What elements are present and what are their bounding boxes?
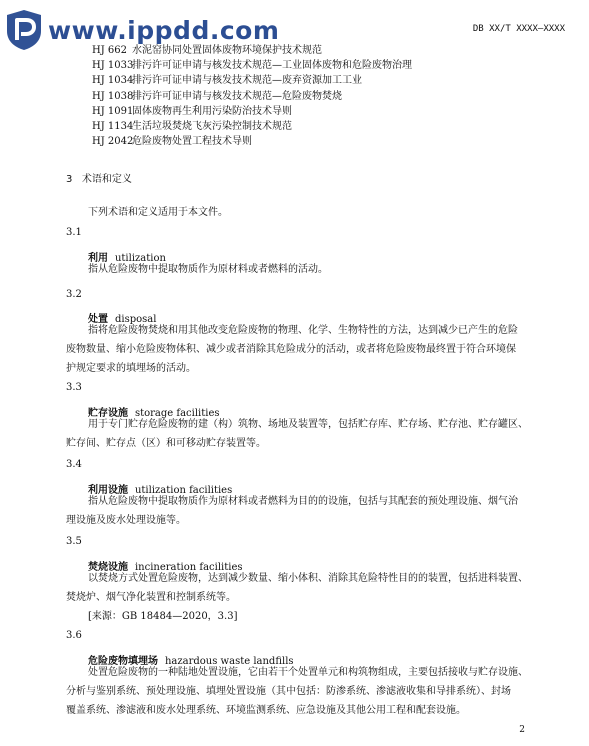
term-definition (66, 663, 528, 720)
definition-line: 焚烧炉、烟气净化装置和控制系统等。 (66, 592, 236, 603)
definition-line: 处置危险废物的一种陆地处置设施，它由若干个处置单元和构筑物组成，主要包括接收与贮存设施、 (88, 667, 528, 678)
reference-item (92, 43, 412, 58)
definition-line: 理设施及废水处理设施等。 (66, 515, 186, 526)
term-zh: 焚烧设施 (88, 562, 128, 573)
section-number: 3 (66, 174, 73, 185)
reference-code: HJ 1038 (92, 90, 134, 102)
definition-line: 以焚烧方式处置危险废物，达到减少数量、缩小体积、消除其危险特性目的的装置，包括进料装置、 (88, 573, 528, 584)
reference-title: 危险废物处置工程技术导则 (132, 136, 252, 148)
term-zh: 利用 (88, 253, 108, 264)
term-number: 3.4 (66, 459, 82, 470)
reference-item (92, 119, 412, 134)
watermark-text: www.ippdd.com (48, 15, 280, 45)
ippdd-logo-icon (4, 9, 44, 51)
reference-item (92, 104, 412, 119)
definition-line: 护规定要求的填埋场的活动。 (66, 363, 196, 374)
reference-title: 排污许可证申请与核发技术规范—废弃资源加工工业 (132, 75, 362, 87)
term-number: 3.5 (66, 536, 82, 547)
source-note: [来源：GB 18484—2020，3.3] (88, 611, 238, 622)
reference-title: 生活垃圾焚烧飞灰污染控制技术规范 (132, 121, 292, 133)
reference-item (92, 58, 412, 73)
reference-title: 排污许可证申请与核发技术规范—危险废物焚烧 (132, 90, 342, 102)
reference-code: HJ 1033 (92, 60, 134, 72)
term-definition (66, 321, 518, 378)
reference-title: 排污许可证申请与核发技术规范—工业固体废物和危险废物治理 (132, 60, 412, 72)
definition-line: 指从危险废物中提取物质作为原材料或者燃料的活动。 (88, 264, 328, 275)
term-zh: 危险废物填埋场 (88, 656, 158, 667)
term-number: 3.6 (66, 630, 82, 641)
term-en: utilization (114, 253, 166, 264)
term-zh: 利用设施 (88, 485, 128, 496)
section-intro: 下列术语和定义适用于本文件。 (88, 207, 228, 218)
definition-line: 用于专门贮存危险废物的建（构）筑物、场地及装置等，包括贮存库、贮存场、贮存池、贮存罐区、 (88, 419, 528, 430)
page-number: 2 (519, 725, 525, 735)
definition-line: 贮存间、贮存点（区）和可移动贮存装置等。 (66, 438, 266, 449)
term-en: disposal (114, 314, 157, 325)
definition-line: 覆盖系统、渗滤液和废水处理系统、环境监测系统、应急设施及其他公用工程和配套设施。 (66, 705, 466, 716)
term-definition (66, 492, 518, 530)
term-en: storage facilities (134, 408, 220, 419)
reference-code: HJ 2042 (92, 136, 134, 148)
section-title: 术语和定义 (81, 174, 132, 185)
definition-line: 指将危险废物焚烧和用其他改变危险废物的物理、化学、生物特性的方法，达到减少已产生的危险 (88, 325, 518, 336)
reference-item (92, 134, 412, 149)
reference-code: HJ 662 (92, 45, 127, 56)
term-zh: 处置 (88, 314, 108, 325)
term-en: hazardous waste landfills (164, 656, 294, 667)
term-en: utilization facilities (134, 485, 233, 496)
term-definition (88, 260, 328, 279)
term-number: 3.3 (66, 382, 82, 393)
section-heading (66, 170, 132, 185)
definition-line: 废物数量、缩小危险废物体积、减少或者消除其危险成分的活动，或者将危险废物最终置于符合环境保 (66, 344, 516, 355)
standard-code: DB XX/T XXXX—XXXX (472, 24, 565, 34)
term-number: 3.1 (66, 227, 82, 238)
reference-code: HJ 1034 (92, 75, 134, 87)
definition-line: 指从危险废物中提取物质作为原材料或者燃料为目的的设施，包括与其配套的预处理设施、烟气治 (88, 496, 518, 507)
reference-code: HJ 1134 (92, 121, 134, 133)
reference-item (92, 73, 412, 88)
definition-line: 分析与鉴别系统、预处理设施、填埋处置设施（其中包括：防渗系统、渗滤液收集和导排系统）、封场 (66, 686, 511, 697)
term-zh: 贮存设施 (88, 408, 128, 419)
term-en: incineration facilities (134, 562, 243, 573)
term-definition (66, 415, 528, 453)
reference-list (92, 43, 412, 149)
reference-title: 水泥窑协同处置固体废物环境保护技术规范 (132, 45, 322, 56)
term-definition (66, 569, 528, 626)
reference-item (92, 89, 412, 104)
reference-title: 固体废物再生利用污染防治技术导则 (132, 105, 292, 117)
term-number: 3.2 (66, 289, 82, 300)
reference-code: HJ 1091 (92, 105, 134, 117)
